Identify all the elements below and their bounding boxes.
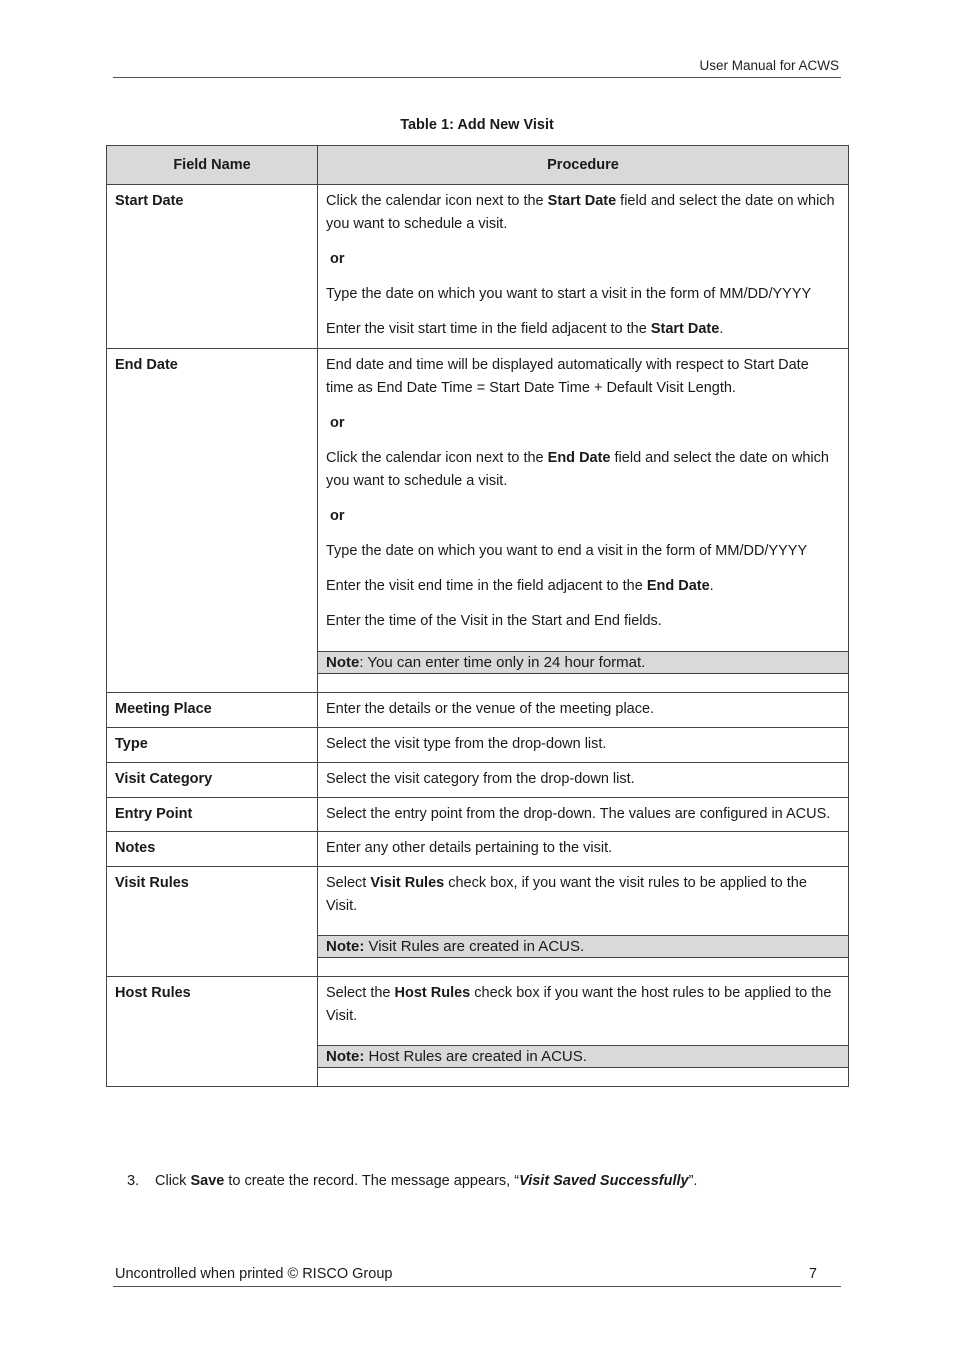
note-box: Note: Host Rules are created in ACUS. <box>318 1045 848 1068</box>
footer-copyright: Uncontrolled when printed © RISCO Group <box>115 1266 393 1282</box>
field-name-cell: Notes <box>107 832 318 867</box>
table-row <box>107 798 849 832</box>
procedure-text: Select the Host Rules check box if you want the host rules to be applied to the Visit. <box>326 985 832 1024</box>
table-row <box>107 763 849 798</box>
procedure-text: Click the calendar icon next to the Start Date field and select the date on which you want to schedule a visit. <box>326 193 835 232</box>
procedure-text: Type the date on which you want to start a visit in the form of MM/DD/YYYY <box>326 286 812 302</box>
procedure-cell <box>318 349 849 693</box>
field-name-cell: Entry Point <box>107 798 318 832</box>
page-number: 7 <box>808 1266 817 1282</box>
table-header-row <box>107 146 849 185</box>
procedure-cell <box>318 977 849 1087</box>
column-header-field-name: Field Name <box>107 146 318 185</box>
step-3: 3. Click Save to create the record. The message appears, “Visit Saved Successfully”. <box>127 1173 698 1189</box>
procedure-cell <box>318 832 849 867</box>
field-name-cell: End Date <box>107 349 318 693</box>
procedure-text: Enter the time of the Visit in the Start and End fields. <box>326 613 662 629</box>
procedure-text: Enter any other details pertaining to the visit. <box>326 840 613 856</box>
table-row <box>107 977 849 1087</box>
or-separator: or <box>330 415 345 431</box>
procedure-text: Select the entry point from the drop-down. The values are configured in ACUS. <box>326 806 831 822</box>
or-separator: or <box>330 508 345 524</box>
column-header-procedure: Procedure <box>318 146 849 185</box>
procedure-cell <box>318 728 849 763</box>
procedure-text: Click the calendar icon next to the End Date field and select the date on which you want to schedule a visit. <box>326 450 829 489</box>
table-row <box>107 867 849 977</box>
page-footer <box>113 1264 841 1287</box>
note-box: Note: You can enter time only in 24 hour format. <box>318 651 848 674</box>
step-number: 3. <box>127 1173 140 1189</box>
procedure-text: Enter the visit start time in the field adjacent to the Start Date. <box>326 321 724 337</box>
procedure-cell <box>318 185 849 349</box>
add-new-visit-table <box>106 145 849 1087</box>
header-title: User Manual for ACWS <box>699 58 839 73</box>
procedure-text: Select the visit category from the drop-down list. <box>326 771 635 787</box>
procedure-cell <box>318 798 849 832</box>
page-header <box>113 57 841 78</box>
table-row <box>107 832 849 867</box>
procedure-text: Enter the details or the venue of the meeting place. <box>326 701 655 717</box>
or-separator: or <box>330 251 345 267</box>
field-name-cell: Visit Rules <box>107 867 318 977</box>
procedure-cell <box>318 867 849 977</box>
table-row <box>107 185 849 349</box>
procedure-text: Enter the visit end time in the field adjacent to the End Date. <box>326 578 714 594</box>
note-box: Note: Visit Rules are created in ACUS. <box>318 935 848 958</box>
procedure-text: Type the date on which you want to end a visit in the form of MM/DD/YYYY <box>326 543 808 559</box>
field-name-cell: Host Rules <box>107 977 318 1087</box>
table-row <box>107 693 849 728</box>
table-row <box>107 728 849 763</box>
field-name-cell: Meeting Place <box>107 693 318 728</box>
table-caption: Table 1: Add New Visit <box>400 117 554 133</box>
field-name-cell: Visit Category <box>107 763 318 798</box>
table-row <box>107 349 849 693</box>
procedure-cell <box>318 693 849 728</box>
procedure-text: Select the visit type from the drop-down list. <box>326 736 607 752</box>
field-name-cell: Start Date <box>107 185 318 349</box>
field-name-cell: Type <box>107 728 318 763</box>
procedure-text: End date and time will be displayed automatically with respect to Start Date time as End Date Time = Start Date Time + Default Visit Length. <box>326 357 809 396</box>
procedure-cell <box>318 763 849 798</box>
procedure-text: Select Visit Rules check box, if you want the visit rules to be applied to the Visit. <box>326 875 807 914</box>
